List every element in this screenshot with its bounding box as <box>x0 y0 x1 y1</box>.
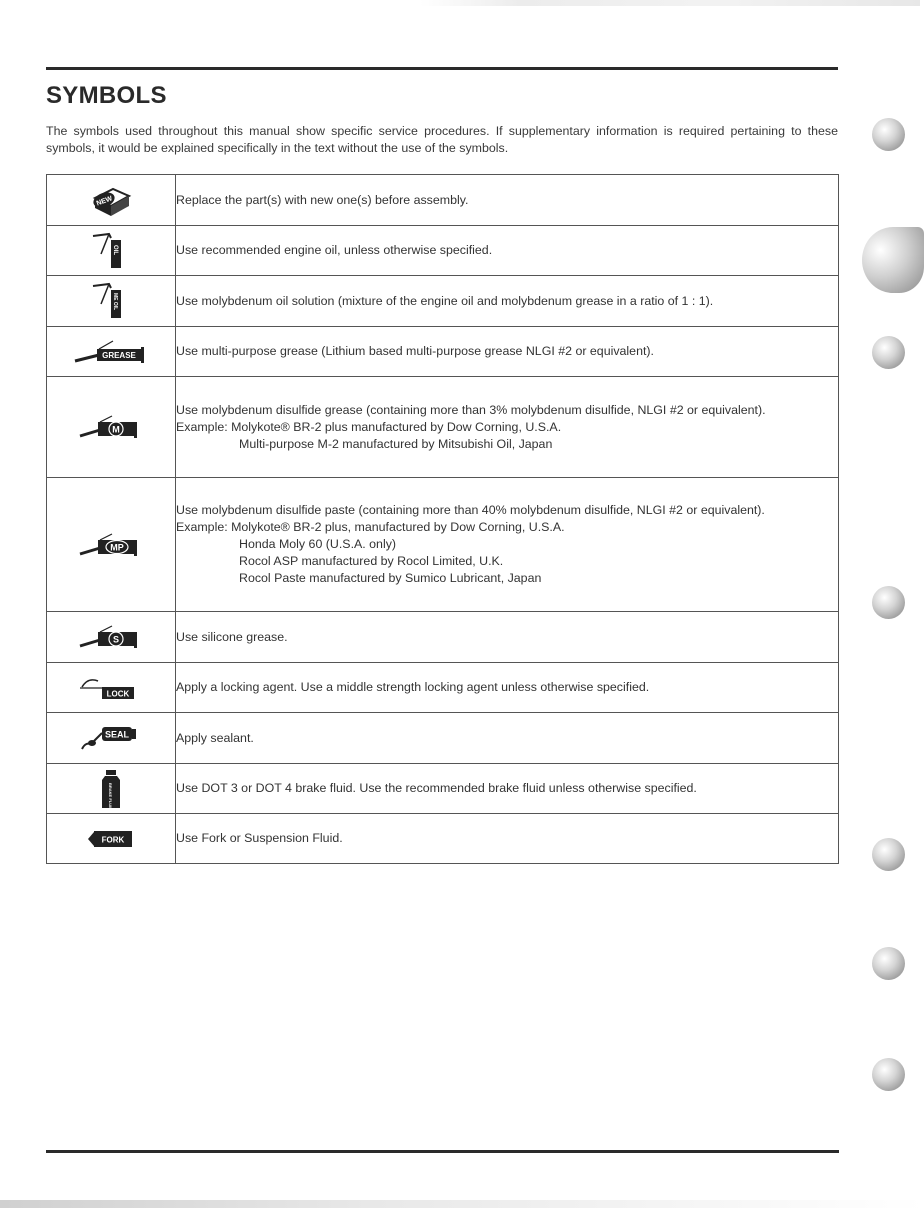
engine-oil-icon <box>87 230 135 272</box>
symbol-description: Replace the part(s) with new one(s) before assembly. <box>176 192 469 207</box>
symbol-example: Example: Molykote® BR-2 plus, manufactured by Dow Corning, U.S.A. <box>176 520 565 534</box>
new-part-icon <box>87 180 135 220</box>
symbol-description: Use Fork or Suspension Fluid. <box>176 831 343 845</box>
symbol-example-item: Multi-purpose M-2 manufactured by Mitsubishi Oil, Japan <box>239 436 553 451</box>
symbol-description: Use molybdenum oil solution (mixture of the engine oil and molybdenum grease in a ratio of 1 : 1). <box>176 293 714 308</box>
table-row <box>47 814 839 864</box>
symbol-description: Use multi-purpose grease (Lithium based multi-purpose grease NLGI #2 or equivalent). <box>176 344 654 358</box>
top-rule <box>46 67 838 70</box>
symbol-icon-label: SEAL <box>104 729 130 740</box>
grease-icon <box>73 337 149 367</box>
page-title: SYMBOLS <box>46 82 167 109</box>
sealant-icon <box>78 723 144 753</box>
symbol-description: Use silicone grease. <box>176 629 288 644</box>
symbol-description: Use molybdenum disulfide paste (containing more than 40% molybdenum disulfide, NLGI #2 or equivalent). <box>176 503 765 517</box>
table-row <box>47 764 839 814</box>
intro-paragraph: The symbols used throughout this manual show specific service procedures. If supplementary information is required pertaining to these symbols, it would be explained specifically in the text without the use of the symbols. <box>46 124 838 155</box>
symbol-icon-label: MP <box>110 542 124 552</box>
molybdenum-oil-icon <box>87 280 135 322</box>
symbol-icon-label: GREASE <box>102 350 136 360</box>
binder-hole <box>872 1058 905 1091</box>
symbol-icon-label: M <box>112 424 120 435</box>
table-row <box>47 327 839 377</box>
binder-hole <box>872 838 905 871</box>
brake-fluid-icon <box>96 768 126 810</box>
symbol-icon-label: LOCK <box>106 689 130 698</box>
binder-hole <box>872 118 905 151</box>
table-row <box>47 478 839 612</box>
moly-grease-icon <box>78 412 144 442</box>
symbol-example-item: Rocol Paste manufactured by Sumico Lubricant, Japan <box>239 571 542 585</box>
scan-edge-top <box>420 0 920 6</box>
moly-paste-icon <box>78 530 144 560</box>
table-row <box>47 226 839 276</box>
table-row <box>47 713 839 764</box>
fork-fluid-icon <box>86 827 136 851</box>
silicone-grease-icon <box>78 622 144 652</box>
binder-hole <box>872 336 905 369</box>
symbol-description: Use DOT 3 or DOT 4 brake fluid. Use the recommended brake fluid unless otherwise specified. <box>176 781 697 795</box>
symbol-example-item: Rocol ASP manufactured by Rocol Limited, U.K. <box>239 554 504 568</box>
binder-tab <box>862 227 924 293</box>
symbol-icon-label: NEW <box>95 195 114 208</box>
binder-hole <box>872 586 905 619</box>
table-row <box>47 377 839 478</box>
symbol-icon-label: BRAKE FLUID <box>108 782 113 810</box>
bottom-rule <box>46 1150 839 1153</box>
symbol-example: Example: Molykote® BR-2 plus manufactured by Dow Corning, U.S.A. <box>176 419 562 434</box>
table-row <box>47 663 839 713</box>
symbol-description: Use molybdenum disulfide grease (containing more than 3% molybdenum disulfide, NLGI #2 or equivalent). <box>176 402 766 417</box>
symbol-icon-label: S <box>112 634 120 645</box>
symbol-icon-label: OIL <box>112 244 118 255</box>
locking-agent-icon <box>78 673 144 703</box>
table-row <box>47 175 839 226</box>
binder-hole <box>872 947 905 980</box>
table-row <box>47 612 839 663</box>
symbol-icon-label: ME OIL <box>112 293 118 311</box>
symbol-example-item: Honda Moly 60 (U.S.A. only) <box>239 537 397 551</box>
symbol-icon-label: FORK <box>101 835 125 844</box>
symbol-description: Use recommended engine oil, unless otherwise specified. <box>176 243 493 257</box>
symbol-description: Apply sealant. <box>176 730 254 745</box>
scan-edge-bottom <box>0 1200 924 1208</box>
symbols-table <box>46 174 839 864</box>
symbol-description: Apply a locking agent. Use a middle strength locking agent unless otherwise specified. <box>176 680 650 694</box>
table-row <box>47 276 839 327</box>
